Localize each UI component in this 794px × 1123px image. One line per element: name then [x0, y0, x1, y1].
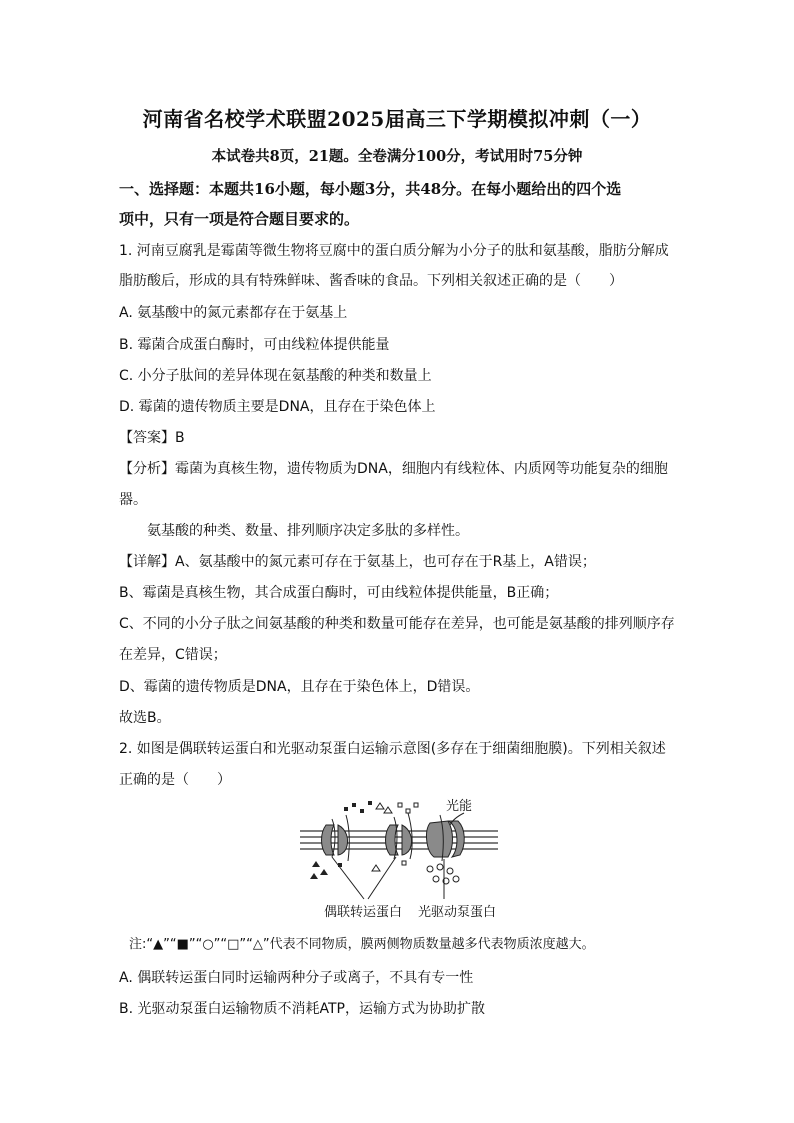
q1-detail-line5: D、霉菌的遗传物质是DNA，且存在于染色体上，D错误。: [119, 679, 480, 695]
section-heading-line1: 一、选择题：本题共16小题，每小题3分，共48分。在每小题给出的四个选: [119, 180, 622, 198]
page-title: 河南省名校学术联盟2025届高三下学期模拟冲刺（一）: [142, 107, 652, 131]
section-heading-line2: 项中，只有一项是符合题目要求的。: [119, 210, 360, 228]
q1-stem-line1: 1. 河南豆腐乳是霉菌等微生物将豆腐中的蛋白质分解为小分子的肽和氨基酸，脂肪分解成: [119, 243, 669, 259]
q1-detail-line1: 【详解】A、氨基酸中的氮元素可存在于氨基上，也可存在于R基上，A错误；: [119, 554, 596, 570]
q1-detail-line4: 在差异，C错误；: [119, 647, 227, 663]
q2-option-a: A. 偶联转运蛋白同时运输两种分子或离子，不具有专一性: [119, 970, 474, 986]
q1-analysis-line1: 【分析】霉菌为真核生物，遗传物质为DNA，细胞内有线粒体、内质网等功能复杂的细胞: [119, 461, 668, 477]
q2-stem-line2: 正确的是（ ）: [119, 772, 231, 788]
substances-outside: [344, 801, 418, 813]
q1-conclusion: 故选B。: [119, 710, 171, 726]
q2-option-b: B. 光驱动泵蛋白运输物质不消耗ATP，运输方式为协助扩散: [119, 1001, 485, 1017]
page-subtitle: 本试卷共8页，21题。全卷满分100分，考试用时75分钟: [211, 148, 583, 165]
label-pointers: [332, 857, 444, 899]
q1-analysis-line3: 氨基酸的种类、数量、排列顺序决定多肽的多样性。: [147, 523, 469, 539]
q1-option-a: A. 氨基酸中的氮元素都存在于氨基上: [119, 305, 348, 321]
q1-option-d: D. 霉菌的遗传物质主要是DNA，且存在于染色体上: [119, 399, 436, 415]
q2-stem-line1: 2. 如图是偶联转运蛋白和光驱动泵蛋白运输示意图(多存在于细菌细胞膜)。下列相关叙述: [119, 741, 666, 757]
q1-detail-line3: C、不同的小分子肽之间氨基酸的种类和数量可能存在差异，也可能是氨基酸的排列顺序存: [119, 616, 675, 632]
q1-answer: 【答案】B: [119, 430, 185, 446]
q1-detail-line2: B、霉菌是真核生物，其合成蛋白酶时，可由线粒体提供能量，B正确；: [119, 585, 559, 601]
light-pump-label: 光驱动泵蛋白: [418, 905, 497, 920]
q1-stem-line2: 脂肪酸后，形成的具有特殊鲜味、酱香味的食品。下列相关叙述正确的是（ ）: [119, 273, 623, 289]
figure-note: 注:“▲”“■”“○”“□”“△”代表不同物质，膜两侧物质数量越多代表物质浓度越大。: [129, 937, 595, 952]
coupled-transporter-2: [386, 825, 412, 855]
substances-inside: [310, 861, 459, 884]
q1-option-b: B. 霉菌合成蛋白酶时，可由线粒体提供能量: [119, 337, 390, 353]
transport-diagram: [298, 795, 510, 921]
light-driven-pump: [427, 821, 465, 857]
q1-analysis-line2: 器。: [119, 492, 147, 508]
coupled-transporter-label: 偶联转运蛋白: [324, 905, 403, 920]
q1-option-c: C. 小分子肽间的差异体现在氨基酸的种类和数量上: [119, 368, 432, 384]
light-energy-label: 光能: [446, 799, 473, 814]
